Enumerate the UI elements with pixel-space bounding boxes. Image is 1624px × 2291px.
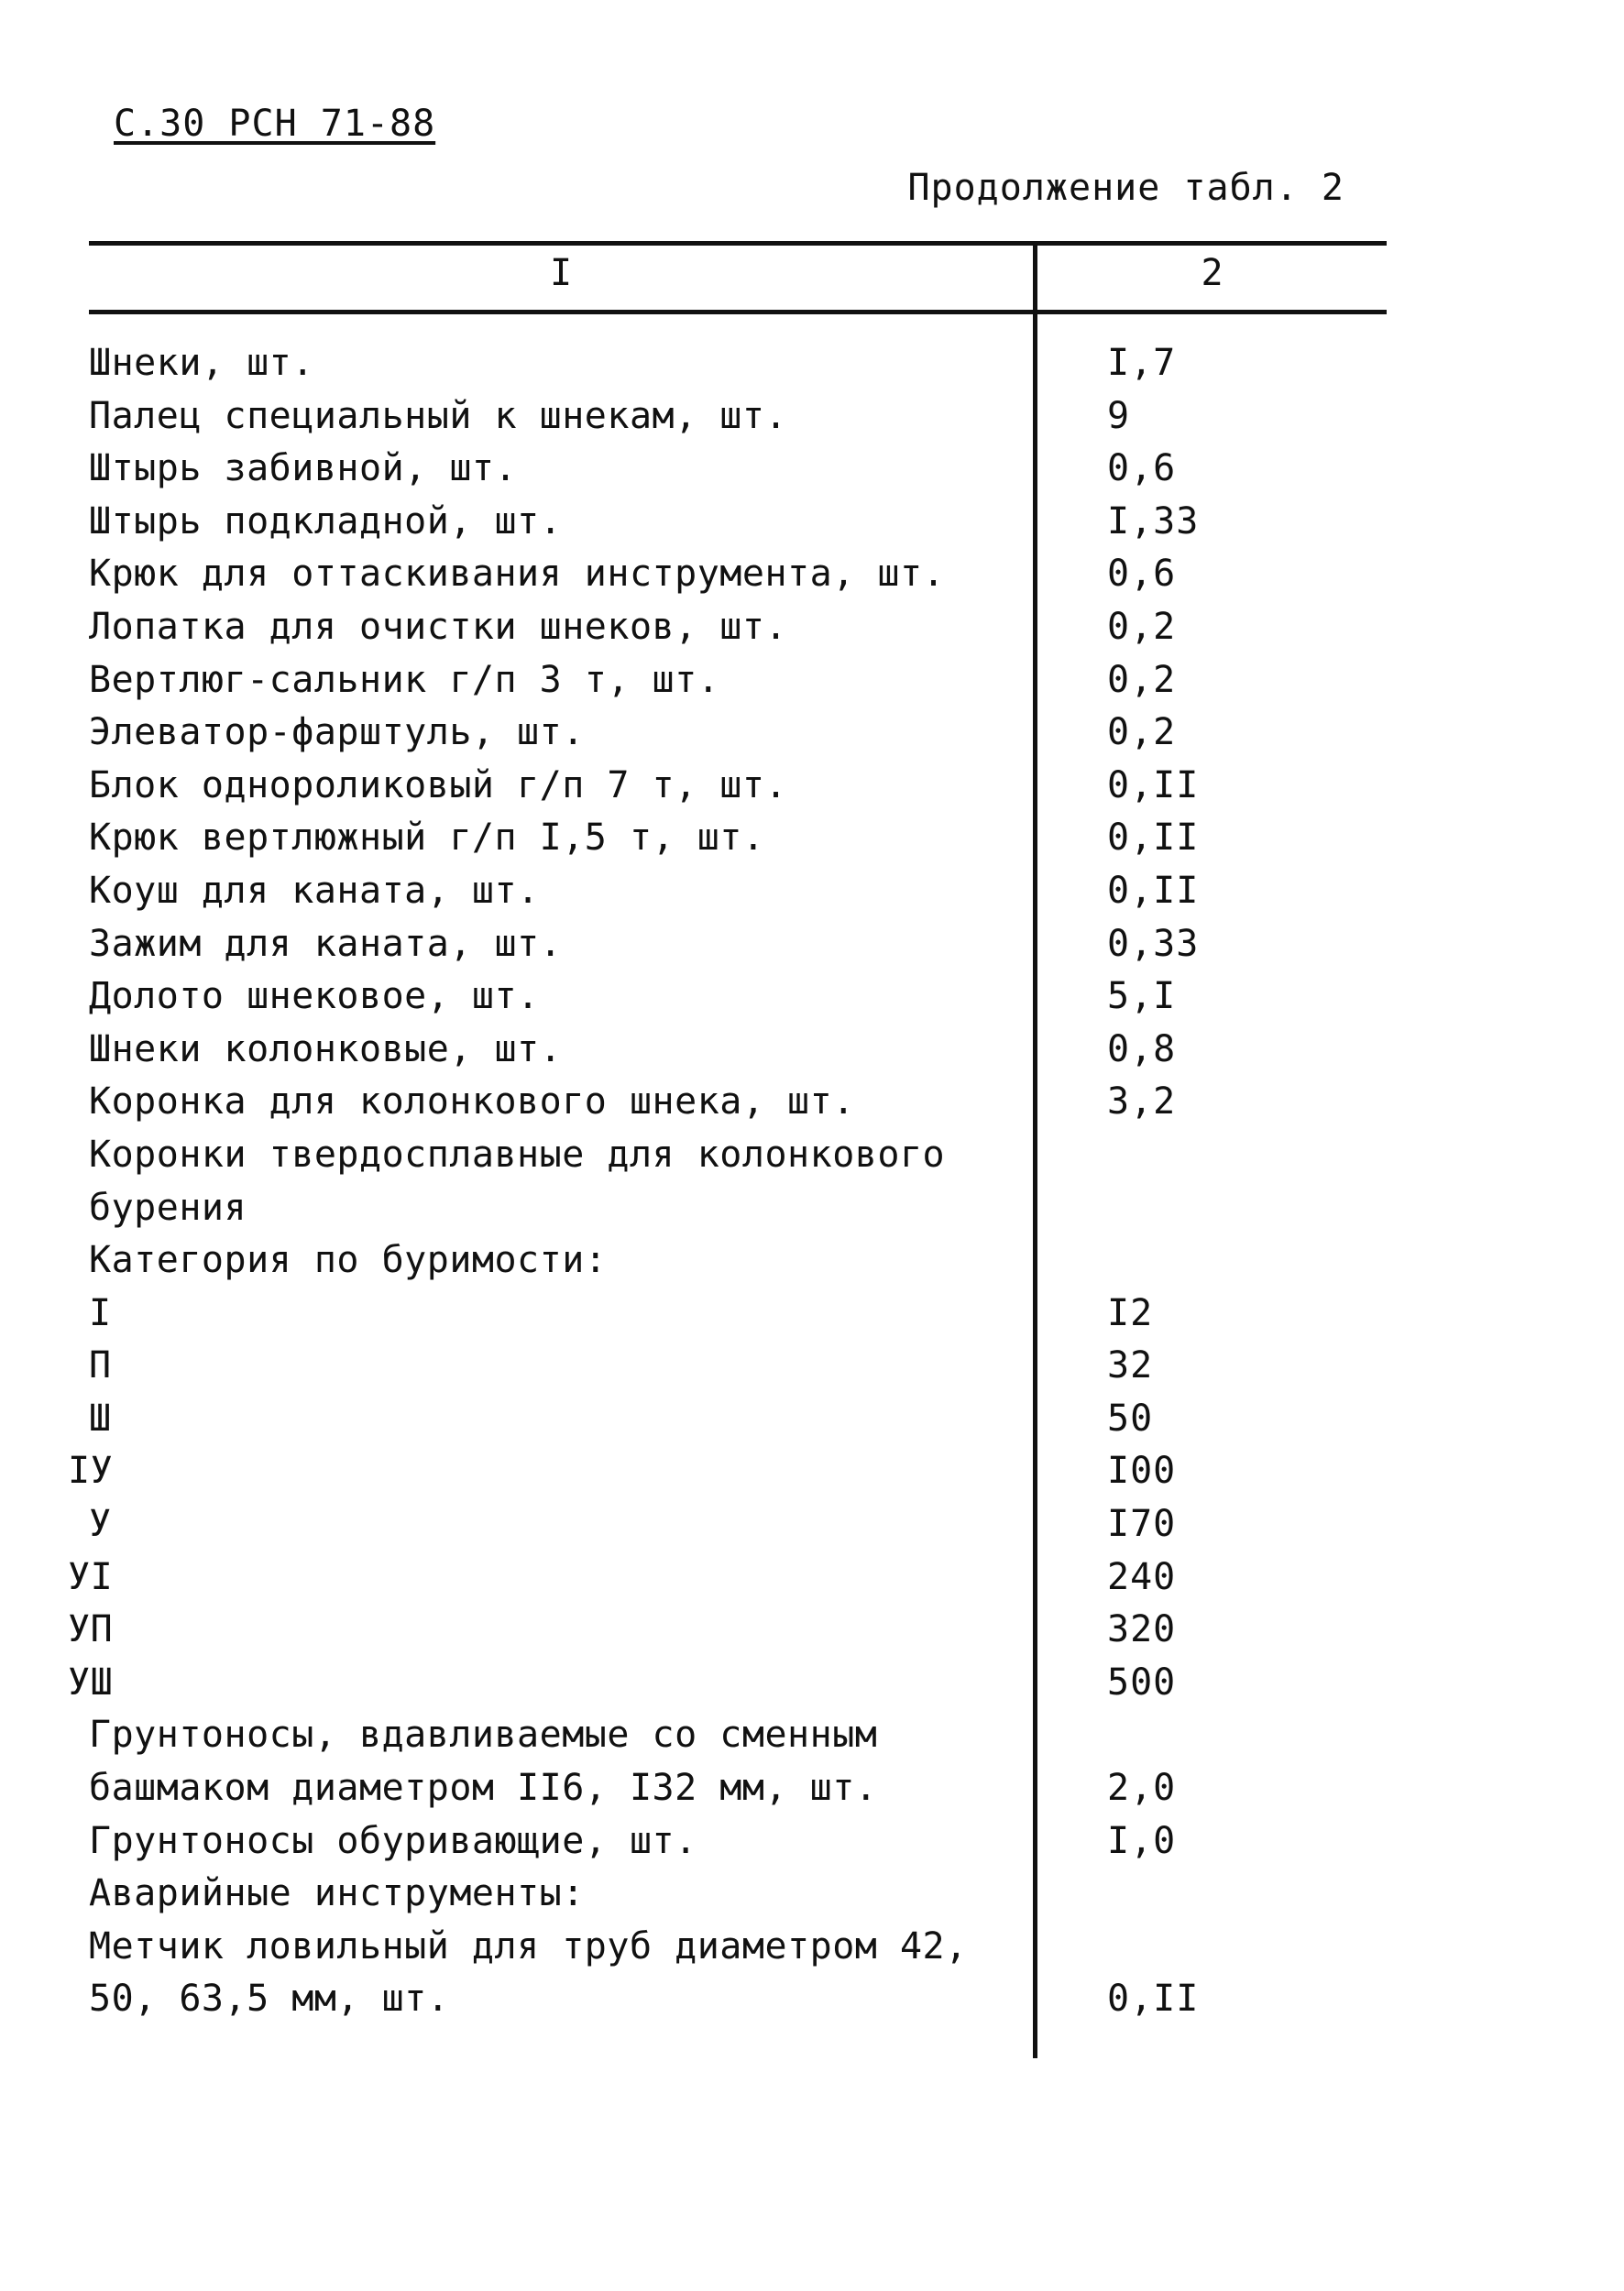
- row-item-value: 0,2: [1107, 605, 1177, 648]
- table-top-rule: [89, 241, 1387, 246]
- table-row: [0, 812, 1624, 865]
- row-item-name: Шнеки колонковые, шт.: [89, 1027, 563, 1070]
- table-row: [0, 601, 1624, 654]
- row-item-name: Шнеки, шт.: [89, 342, 314, 384]
- row-item-value: 0,II: [1107, 1978, 1200, 2021]
- table-row: [0, 1657, 1624, 1710]
- row-item-value: 9: [1107, 394, 1131, 437]
- row-item-value: 32: [1107, 1344, 1154, 1387]
- table-body: [0, 337, 1624, 2026]
- row-item-value: 320: [1107, 1608, 1177, 1651]
- table-row: [0, 918, 1624, 971]
- table-row: [0, 1076, 1624, 1129]
- row-item-name: Ш: [89, 1397, 112, 1440]
- row-item-name: Штырь подкладной, шт.: [89, 499, 563, 543]
- row-item-name: I: [89, 1291, 112, 1334]
- row-item-value: 5,I: [1107, 975, 1177, 1018]
- column-header-2: 2: [1201, 252, 1223, 294]
- row-item-value: 0,II: [1107, 817, 1200, 860]
- row-item-value: 0,33: [1107, 922, 1200, 965]
- row-item-name: Элеватор-фарштуль, шт.: [89, 711, 585, 754]
- row-item-name: Метчик ловильный для труб диаметром 42,: [89, 1924, 968, 1968]
- table-continuation-label: Продолжение табл. 2: [907, 167, 1344, 209]
- row-item-name: Вертлюг-сальник г/п 3 т, шт.: [89, 658, 720, 701]
- row-item-value: I,33: [1107, 499, 1200, 543]
- table-row: [0, 707, 1624, 760]
- row-item-name: П: [89, 1344, 112, 1387]
- row-item-value: 500: [1107, 1661, 1177, 1704]
- table-header-rule: [89, 310, 1387, 314]
- row-item-value: I2: [1107, 1291, 1154, 1334]
- table-row: [0, 1182, 1624, 1235]
- row-item-name: Грунтоносы, вдавливаемые со сменным: [89, 1714, 878, 1757]
- row-item-value: 0,2: [1107, 658, 1177, 701]
- row-item-name: Грунтоносы обуривающие, шт.: [89, 1819, 697, 1862]
- row-item-value: 0,2: [1107, 711, 1177, 754]
- table-row: [0, 1921, 1624, 1974]
- row-item-name: Лопатка для очистки шнеков, шт.: [89, 605, 788, 648]
- row-item-name: бурения: [89, 1186, 247, 1229]
- table-row: [0, 496, 1624, 549]
- row-item-value: 0,6: [1107, 447, 1177, 490]
- row-item-name: Долото шнековое, шт.: [89, 975, 540, 1018]
- row-item-name: Аварийные инструменты:: [89, 1872, 585, 1915]
- table-row: [0, 337, 1624, 390]
- row-item-name: Категория по буримости:: [89, 1239, 608, 1282]
- row-item-name: башмаком диаметром II6, I32 мм, шт.: [89, 1767, 878, 1810]
- row-item-name: Зажим для каната, шт.: [89, 922, 563, 965]
- row-item-value: 0,8: [1107, 1027, 1177, 1070]
- row-item-value: I00: [1107, 1450, 1177, 1493]
- row-item-value: 0,II: [1107, 869, 1200, 912]
- table-row: [0, 970, 1624, 1024]
- row-item-name: Палец специальный к шнекам, шт.: [89, 394, 788, 437]
- table-row: [0, 548, 1624, 601]
- row-item-value: 0,II: [1107, 763, 1200, 806]
- row-item-name: УП: [68, 1608, 114, 1651]
- row-item-value: I,7: [1107, 342, 1177, 384]
- page-header: С.30 РСН 71-88: [114, 103, 436, 145]
- table-row: [0, 1709, 1624, 1762]
- row-item-value: 240: [1107, 1555, 1177, 1598]
- row-item-name: Коронки твердосплавные для колонкового: [89, 1133, 946, 1176]
- table-row: [0, 1234, 1624, 1288]
- table-row: [0, 1815, 1624, 1869]
- row-item-value: 0,6: [1107, 553, 1177, 596]
- table-row: [0, 1604, 1624, 1657]
- row-item-name: 50, 63,5 мм, шт.: [89, 1978, 450, 2021]
- row-item-name: УI: [68, 1555, 114, 1598]
- table-row: [0, 1762, 1624, 1815]
- table-row: [0, 1498, 1624, 1551]
- row-item-value: I,0: [1107, 1819, 1177, 1862]
- row-item-name: Блок однороликовый г/п 7 т, шт.: [89, 763, 788, 806]
- row-item-name: IУ: [68, 1450, 114, 1493]
- table-row: [0, 1340, 1624, 1393]
- table-row: [0, 1973, 1624, 2026]
- table-row: [0, 1393, 1624, 1446]
- row-item-name: Крюк для оттаскивания инструмента, шт.: [89, 553, 946, 596]
- row-item-name: Крюк вертлюжный г/п I,5 т, шт.: [89, 817, 765, 860]
- table-row: [0, 1288, 1624, 1341]
- table-row: [0, 865, 1624, 918]
- table-row: [0, 654, 1624, 707]
- table-row: [0, 390, 1624, 444]
- row-item-name: Коронка для колонкового шнека, шт.: [89, 1080, 855, 1124]
- table-row: [0, 443, 1624, 496]
- row-item-value: 2,0: [1107, 1767, 1177, 1810]
- row-item-name: Штырь забивной, шт.: [89, 447, 518, 490]
- table-row: [0, 1445, 1624, 1498]
- row-item-value: 3,2: [1107, 1080, 1177, 1124]
- table-row: [0, 1868, 1624, 1921]
- table-row: [0, 760, 1624, 813]
- column-header-1: I: [549, 252, 573, 294]
- row-item-name: У: [89, 1503, 112, 1546]
- row-item-name: Коуш для каната, шт.: [89, 869, 540, 912]
- table-row: [0, 1551, 1624, 1605]
- row-item-value: I70: [1107, 1503, 1177, 1546]
- row-item-name: УШ: [68, 1661, 114, 1704]
- row-item-value: 50: [1107, 1397, 1154, 1440]
- table-row: [0, 1024, 1624, 1077]
- table-row: [0, 1129, 1624, 1182]
